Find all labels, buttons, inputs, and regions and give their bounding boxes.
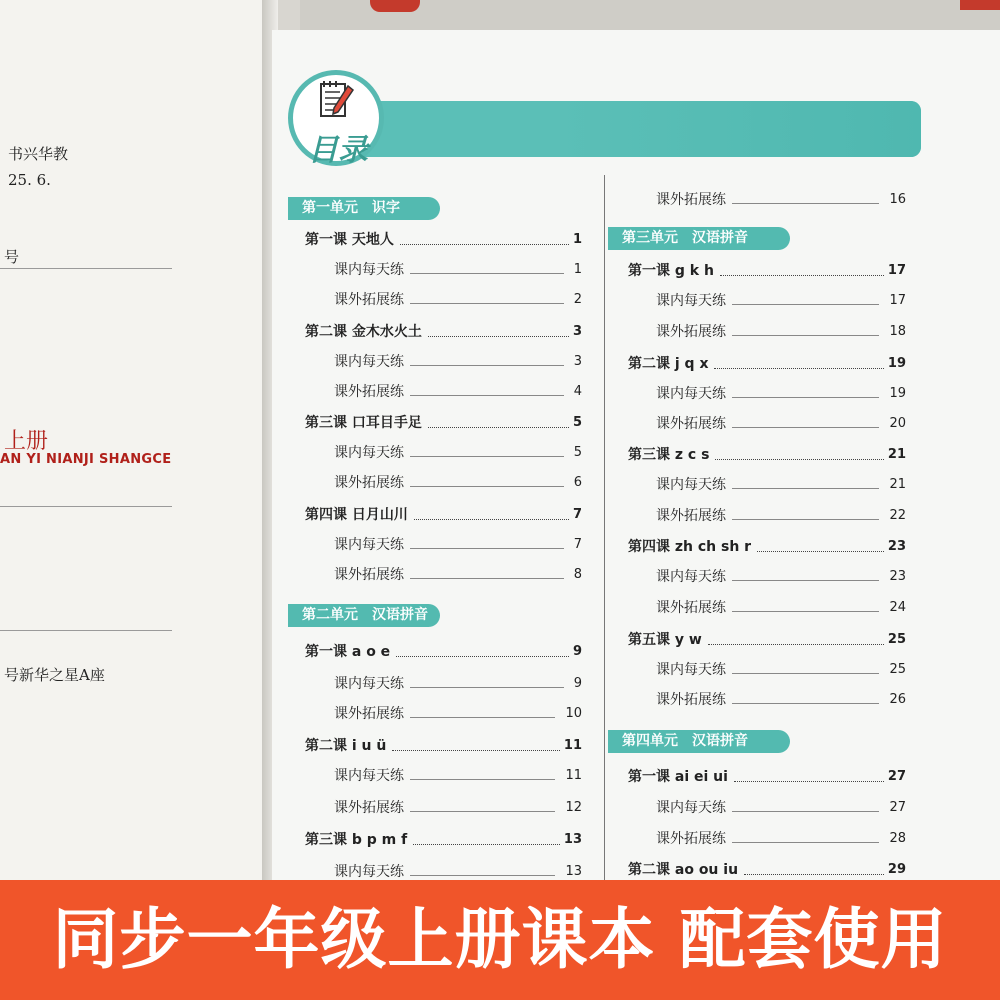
toc-lesson-entry <box>628 259 906 281</box>
page-number: 27 <box>887 768 906 784</box>
page-number: 26 <box>889 691 906 707</box>
leader-dots <box>414 509 569 520</box>
toc-lesson-entry <box>628 352 906 374</box>
background-red-object-2 <box>960 0 1000 10</box>
entry-label: 课内每天练 <box>334 262 404 278</box>
toc-practice-entry <box>334 471 582 493</box>
toc-practice-entry <box>656 504 906 526</box>
leader-dots <box>744 864 884 875</box>
toc-practice-entry <box>334 796 582 818</box>
notebook-pencil-icon <box>318 78 356 122</box>
toc-practice-entry <box>334 350 582 372</box>
left-page-number: 号 <box>4 248 20 266</box>
entry-label: 第一课 ai ei ui <box>628 769 728 785</box>
page-number: 1 <box>573 261 582 277</box>
entry-label: 课外拓展练 <box>334 567 404 583</box>
toc-title: 目录 <box>308 133 368 168</box>
leader-dots <box>714 358 883 369</box>
entry-label: 课外拓展练 <box>656 192 726 208</box>
page-number: 12 <box>565 799 582 815</box>
page-number: 27 <box>889 799 906 815</box>
toc-header-banner-fade <box>560 101 921 157</box>
toc-practice-entry <box>656 658 906 680</box>
leader-dots <box>410 771 555 780</box>
unit-heading: 第一单元 识字 <box>288 197 440 220</box>
unit-heading: 第三单元 汉语拼音 <box>608 227 790 250</box>
toc-practice-entry <box>656 382 906 404</box>
leader-dots <box>396 646 569 657</box>
left-page-date: 25. 6. <box>8 171 51 189</box>
leader-dots <box>413 834 560 845</box>
entry-label: 第二课 金木水火土 <box>305 324 422 340</box>
entry-label: 课外拓展练 <box>656 324 726 340</box>
toc-practice-entry <box>656 565 906 587</box>
entry-label: 课内每天练 <box>656 800 726 816</box>
page-number: 1 <box>572 231 582 247</box>
entry-label: 课外拓展练 <box>334 292 404 308</box>
page-number: 23 <box>887 538 906 554</box>
page-number: 7 <box>573 536 582 552</box>
leader-dots <box>732 195 879 204</box>
entry-label: 课内每天练 <box>334 445 404 461</box>
entry-label: 课外拓展练 <box>656 831 726 847</box>
leader-dots <box>732 389 879 398</box>
toc-practice-entry <box>334 380 582 402</box>
left-page-rule <box>0 268 172 269</box>
page-number: 21 <box>887 446 906 462</box>
page-number: 18 <box>889 323 906 339</box>
page-number: 23 <box>889 568 906 584</box>
toc-lesson-entry <box>628 443 906 465</box>
leader-dots <box>410 357 564 366</box>
page-number: 5 <box>573 444 582 460</box>
left-page <box>0 0 268 880</box>
leader-dots <box>428 417 569 428</box>
entry-label: 第三课 b p m f <box>305 832 408 848</box>
toc-lesson-entry <box>305 828 582 850</box>
leader-dots <box>410 570 564 579</box>
leader-dots <box>410 448 564 457</box>
leader-dots <box>732 572 879 581</box>
toc-lesson-entry <box>628 858 906 880</box>
page-number: 25 <box>889 661 906 677</box>
page-number: 9 <box>573 675 582 691</box>
page-number: 29 <box>887 861 906 877</box>
leader-dots <box>410 679 564 688</box>
page-number: 20 <box>889 415 906 431</box>
leader-dots <box>410 709 555 718</box>
toc-practice-entry <box>656 827 906 849</box>
page-number: 24 <box>889 599 906 615</box>
leader-dots <box>708 634 884 645</box>
toc-practice-entry <box>334 860 582 882</box>
toc-practice-entry <box>656 473 906 495</box>
leader-dots <box>732 834 879 843</box>
entry-label: 第三课 z c s <box>628 447 710 463</box>
toc-practice-entry <box>656 289 906 311</box>
page-number: 6 <box>573 474 582 490</box>
entry-label: 课外拓展练 <box>334 706 404 722</box>
toc-practice-entry <box>334 563 582 585</box>
left-page-rule-2 <box>0 506 172 507</box>
left-page-rule-3 <box>0 630 172 631</box>
leader-dots <box>732 419 879 428</box>
page-number: 19 <box>887 355 906 371</box>
page-number: 5 <box>572 414 582 430</box>
toc-lesson-entry <box>305 640 582 662</box>
entry-label: 课内每天练 <box>334 768 404 784</box>
toc-practice-entry <box>656 412 906 434</box>
leader-dots <box>410 478 564 487</box>
entry-label: 第一课 g k h <box>628 263 714 279</box>
toc-lesson-entry <box>305 503 582 525</box>
entry-label: 课内每天练 <box>656 477 726 493</box>
toc-lesson-entry <box>628 765 906 787</box>
page-number: 9 <box>572 643 582 659</box>
entry-label: 课内每天练 <box>334 676 404 692</box>
entry-label: 课内每天练 <box>334 537 404 553</box>
page-number: 3 <box>573 353 582 369</box>
entry-label: 第二课 ao ou iu <box>628 862 739 878</box>
leader-dots <box>732 665 879 674</box>
entry-label: 课内每天练 <box>656 293 726 309</box>
entry-label: 第一课 天地人 <box>305 232 394 248</box>
page-number: 13 <box>563 831 582 847</box>
leader-dots <box>732 695 879 704</box>
entry-label: 第四课 zh ch sh r <box>628 539 752 555</box>
leader-dots <box>732 296 879 305</box>
entry-label: 课外拓展练 <box>656 508 726 524</box>
page-number: 21 <box>889 476 906 492</box>
leader-dots <box>410 295 564 304</box>
leader-dots <box>410 867 555 876</box>
leader-dots <box>732 480 879 489</box>
entry-label: 课内每天练 <box>656 386 726 402</box>
leader-dots <box>400 234 569 245</box>
leader-dots <box>720 265 884 276</box>
leader-dots <box>410 265 564 274</box>
entry-label: 课外拓展练 <box>656 416 726 432</box>
toc-practice-entry <box>656 188 906 210</box>
page-number: 16 <box>889 191 906 207</box>
page-number: 11 <box>565 767 582 783</box>
toc-practice-entry <box>656 320 906 342</box>
entry-label: 第三课 口耳目手足 <box>305 415 422 431</box>
leader-dots <box>732 327 879 336</box>
page-number: 19 <box>889 385 906 401</box>
page-number: 11 <box>563 737 582 753</box>
unit-heading: 第四单元 汉语拼音 <box>608 730 790 753</box>
page-number: 25 <box>887 631 906 647</box>
leader-dots <box>410 387 564 396</box>
promo-text: 同步一年级上册课本 配套使用 <box>52 901 948 978</box>
leader-dots <box>732 603 879 612</box>
toc-practice-entry <box>656 596 906 618</box>
entry-label: 第五课 y w <box>628 632 702 648</box>
leader-dots <box>732 803 879 812</box>
leader-dots <box>428 326 569 337</box>
entry-label: 第一课 a o e <box>305 644 391 660</box>
toc-practice-entry <box>656 796 906 818</box>
leader-dots <box>392 740 560 751</box>
toc-practice-entry <box>334 702 582 724</box>
toc-lesson-entry <box>305 228 582 250</box>
toc-practice-entry <box>656 688 906 710</box>
toc-lesson-entry <box>305 411 582 433</box>
leader-dots <box>732 511 879 520</box>
leader-dots <box>757 541 884 552</box>
background-red-object <box>370 0 420 12</box>
page-number: 4 <box>573 383 582 399</box>
entry-label: 课内每天练 <box>334 354 404 370</box>
leader-dots <box>715 449 884 460</box>
leader-dots <box>410 540 564 549</box>
unit-heading: 第二单元 汉语拼音 <box>288 604 440 627</box>
entry-label: 第四课 日月山川 <box>305 507 408 523</box>
entry-label: 第二课 j q x <box>628 356 709 372</box>
page-number: 17 <box>887 262 906 278</box>
toc-lesson-entry <box>305 734 582 756</box>
left-page-pinyin: AN YI NIANJI SHANGCE <box>0 452 172 467</box>
left-page-publisher: 书兴华教 <box>8 145 69 163</box>
entry-label: 课内每天练 <box>656 662 726 678</box>
entry-label: 课外拓展练 <box>334 475 404 491</box>
toc-lesson-entry <box>628 628 906 650</box>
page-number: 2 <box>573 291 582 307</box>
toc-practice-entry <box>334 441 582 463</box>
left-page-title: 上册 <box>4 429 49 454</box>
entry-label: 第二课 i u ü <box>305 738 387 754</box>
entry-label: 课外拓展练 <box>656 692 726 708</box>
page-number: 22 <box>889 507 906 523</box>
page-number: 13 <box>565 863 582 879</box>
toc-lesson-entry <box>628 535 906 557</box>
toc-practice-entry <box>334 672 582 694</box>
entry-label: 课外拓展练 <box>334 384 404 400</box>
left-page-address: 号新华之星A座 <box>4 666 105 684</box>
toc-practice-entry <box>334 288 582 310</box>
toc-lesson-entry <box>305 320 582 342</box>
column-divider <box>604 175 605 880</box>
page-number: 8 <box>573 566 582 582</box>
leader-dots <box>410 803 555 812</box>
page-number: 17 <box>889 292 906 308</box>
toc-practice-entry <box>334 533 582 555</box>
entry-label: 课内每天练 <box>334 864 404 880</box>
page-number: 28 <box>889 830 906 846</box>
toc-practice-entry <box>334 258 582 280</box>
entry-label: 课外拓展练 <box>334 800 404 816</box>
entry-label: 课外拓展练 <box>656 600 726 616</box>
leader-dots <box>734 771 884 782</box>
entry-label: 课内每天练 <box>656 569 726 585</box>
page-number: 7 <box>572 506 582 522</box>
toc-practice-entry <box>334 764 582 786</box>
page-number: 10 <box>565 705 582 721</box>
page-number: 3 <box>572 323 582 339</box>
